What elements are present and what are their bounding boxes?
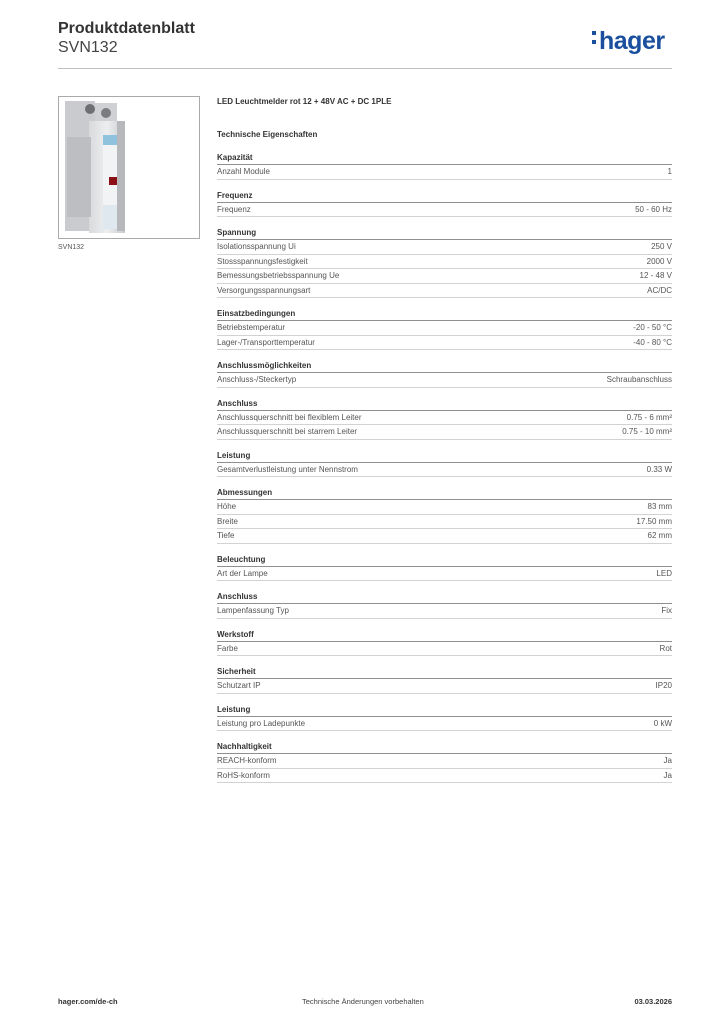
spec-row (217, 500, 672, 515)
header-divider (58, 68, 672, 69)
hager-logo (592, 27, 665, 55)
spec-row (217, 717, 672, 732)
spec-value: 0.75 - 10 mm² (622, 427, 672, 436)
spec-label: Lampenfassung Typ (217, 606, 289, 615)
spec-row (217, 604, 672, 619)
spec-section (217, 449, 672, 478)
spec-value: LED (656, 568, 672, 578)
section-heading: Leistung (217, 449, 672, 463)
spec-section (217, 703, 672, 732)
section-heading: Sicherheit (217, 665, 672, 679)
spec-row (217, 679, 672, 694)
spec-section (217, 486, 672, 544)
spec-label: Anschluss-/Steckertyp (217, 375, 297, 384)
spec-section (217, 590, 672, 619)
spec-value: -20 - 50 °C (633, 323, 672, 332)
spec-label: Schutzart IP (217, 681, 261, 690)
spec-section (217, 189, 672, 218)
product-title: LED Leuchtmelder rot 12 + 48V AC + DC 1PLE (217, 97, 392, 106)
spec-value: 83 mm (647, 502, 672, 511)
spec-value: Ja (663, 770, 672, 780)
section-heading: Abmessungen (217, 486, 672, 500)
spec-row (217, 373, 672, 388)
spec-sections (217, 151, 672, 783)
spec-row (217, 284, 672, 299)
spec-row (217, 255, 672, 270)
section-heading: Frequenz (217, 189, 672, 203)
section-heading: Nachhaltigkeit (217, 740, 672, 754)
spec-label: Bemessungsbetriebsspannung Ue (217, 271, 340, 280)
section-heading: Anschlussmöglichkeiten (217, 359, 672, 373)
spec-content (217, 96, 672, 792)
spec-row (217, 321, 672, 336)
spec-row (217, 165, 672, 180)
spec-section (217, 226, 672, 298)
spec-value: 0 kW (653, 718, 672, 728)
spec-row (217, 642, 672, 657)
logo-colon-icon (592, 31, 596, 49)
spec-label: Stossspannungsfestigkeit (217, 256, 308, 266)
spec-section (217, 553, 672, 582)
image-caption: SVN132 (58, 244, 85, 251)
page-title: Produktdatenblatt (58, 20, 195, 37)
product-image (58, 96, 200, 239)
spec-value: 250 V (651, 242, 672, 251)
spec-row (217, 754, 672, 769)
spec-label: Leistung pro Ladepunkte (217, 718, 306, 728)
spec-row (217, 240, 672, 255)
spec-row (217, 269, 672, 284)
spec-label: Höhe (217, 502, 237, 511)
spec-value: 62 mm (647, 531, 672, 540)
spec-value: 0.33 W (646, 464, 672, 474)
spec-value: IP20 (655, 681, 672, 690)
spec-label: RoHS-konform (217, 770, 270, 780)
spec-label: Art der Lampe (217, 568, 268, 578)
indicator-device-illustration (59, 97, 199, 238)
spec-value: 12 - 48 V (639, 271, 672, 280)
spec-label: Anzahl Module (217, 167, 270, 176)
spec-label: Lager-/Transporttemperatur (217, 337, 315, 347)
spec-label: Isolationsspannung Ui (217, 242, 296, 251)
spec-label: Anschlussquerschnitt bei starrem Leiter (217, 427, 358, 436)
spec-label: Tiefe (217, 531, 235, 540)
spec-row (217, 425, 672, 440)
spec-row (217, 769, 672, 784)
footer-disclaimer: Technische Änderungen vorbehalten (302, 997, 424, 1006)
footer-website: hager.com/de-ch (58, 997, 118, 1006)
spec-section (217, 397, 672, 440)
spec-value: 50 - 60 Hz (635, 204, 672, 214)
spec-section (217, 359, 672, 388)
spec-section (217, 665, 672, 694)
spec-row (217, 529, 672, 544)
spec-label: Breite (217, 516, 238, 526)
section-heading: Einsatzbedingungen (217, 307, 672, 321)
spec-section (217, 740, 672, 783)
spec-row (217, 336, 672, 351)
spec-value: Schraubanschluss (606, 375, 672, 384)
spec-row (217, 411, 672, 426)
section-heading: Anschluss (217, 397, 672, 411)
section-heading: Anschluss (217, 590, 672, 604)
spec-label: Gesamtverlustleistung unter Nennstrom (217, 464, 358, 474)
spec-value: Fix (661, 606, 672, 615)
spec-row (217, 463, 672, 478)
spec-value: 0.75 - 6 mm² (626, 412, 672, 422)
spec-label: Farbe (217, 643, 238, 653)
spec-value: Ja (663, 756, 672, 765)
spec-value: 2000 V (646, 256, 672, 266)
section-heading: Werkstoff (217, 628, 672, 642)
section-heading: Spannung (217, 226, 672, 240)
product-code: SVN132 (58, 39, 118, 56)
spec-label: Betriebstemperatur (217, 323, 286, 332)
section-heading: Kapazität (217, 151, 672, 165)
spec-section (217, 151, 672, 180)
spec-section (217, 307, 672, 350)
spec-row (217, 515, 672, 530)
spec-value: -40 - 80 °C (633, 337, 672, 347)
logo-text: hager (599, 27, 665, 55)
spec-row (217, 567, 672, 582)
section-heading: Beleuchtung (217, 553, 672, 567)
spec-label: Versorgungsspannungsart (217, 285, 311, 295)
spec-label: REACH-konform (217, 756, 277, 765)
spec-value: 17.50 mm (636, 516, 672, 526)
spec-value: Rot (659, 643, 672, 653)
spec-row (217, 203, 672, 218)
spec-label: Frequenz (217, 204, 251, 214)
footer-date: 03.03.2026 (634, 997, 672, 1006)
spec-value: AC/DC (647, 285, 672, 295)
spec-section (217, 628, 672, 657)
spec-label: Anschlussquerschnitt bei flexiblem Leiter (217, 412, 362, 422)
spec-value: 1 (667, 167, 672, 176)
section-heading: Leistung (217, 703, 672, 717)
tech-props-title: Technische Eigenschaften (217, 130, 318, 139)
